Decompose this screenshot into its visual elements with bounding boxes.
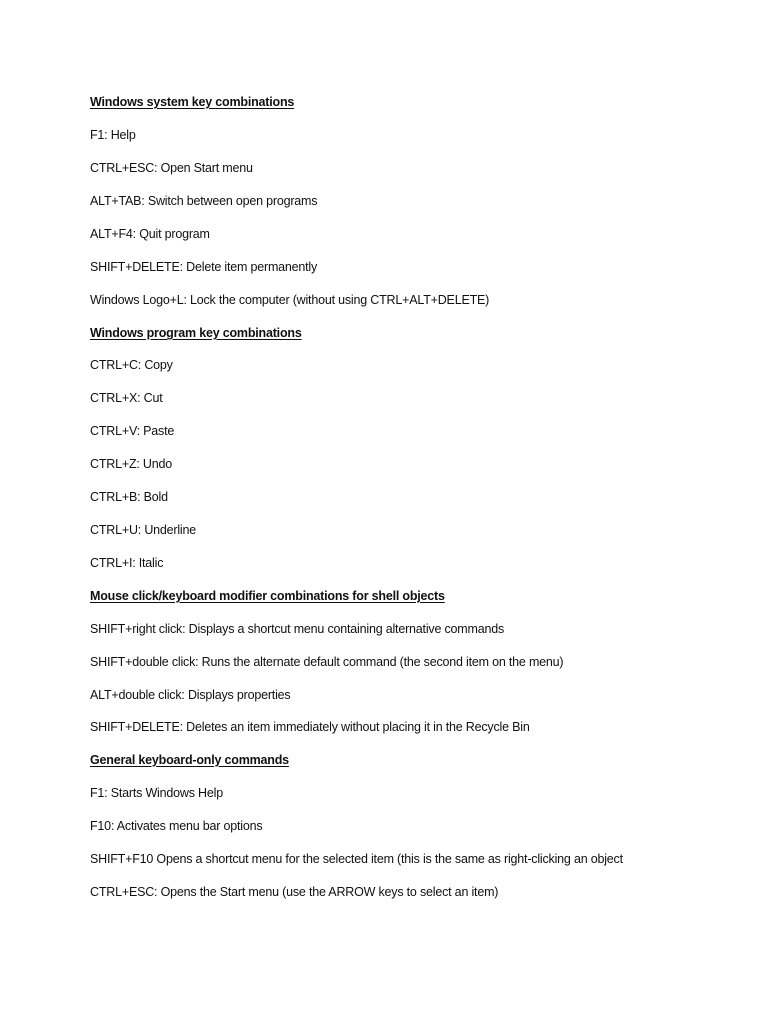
list-item: ALT+TAB: Switch between open programs — [90, 194, 318, 208]
list-item: SHIFT+F10 Opens a shortcut menu for the selected item (this is the same as right-clicking an object — [90, 852, 623, 866]
list-item: CTRL+U: Underline — [90, 523, 197, 537]
list-item: Windows Logo+L: Lock the computer (without using CTRL+ALT+DELETE) — [90, 293, 490, 307]
list-item: CTRL+ESC: Open Start menu — [90, 161, 253, 175]
list-item: CTRL+Z: Undo — [90, 457, 173, 471]
list-item: ALT+double click: Displays properties — [90, 688, 291, 702]
list-item: F10: Activates menu bar options — [90, 819, 263, 833]
list-item: ALT+F4: Quit program — [90, 227, 210, 241]
list-item: CTRL+ESC: Opens the Start menu (use the ARROW keys to select an item) — [90, 885, 499, 899]
list-item: F1: Starts Windows Help — [90, 786, 223, 800]
list-item: CTRL+B: Bold — [90, 490, 168, 504]
list-item: SHIFT+DELETE: Deletes an item immediately without placing it in the Recycle Bin — [90, 720, 530, 734]
section-heading-mouse-click: Mouse click/keyboard modifier combinations for shell objects — [90, 589, 445, 603]
section-heading-windows-system: Windows system key combinations — [90, 95, 295, 109]
list-item: CTRL+C: Copy — [90, 358, 173, 372]
list-item: SHIFT+right click: Displays a shortcut menu containing alternative commands — [90, 622, 504, 636]
list-item: SHIFT+double click: Runs the alternate default command (the second item on the menu) — [90, 655, 564, 669]
list-item: CTRL+I: Italic — [90, 556, 164, 570]
list-item: CTRL+V: Paste — [90, 424, 175, 438]
list-item: SHIFT+DELETE: Delete item permanently — [90, 260, 318, 274]
list-item: F1: Help — [90, 128, 136, 142]
list-item: CTRL+X: Cut — [90, 391, 163, 405]
section-heading-general-keyboard: General keyboard-only commands — [90, 753, 289, 767]
section-heading-windows-program: Windows program key combinations — [90, 326, 302, 340]
